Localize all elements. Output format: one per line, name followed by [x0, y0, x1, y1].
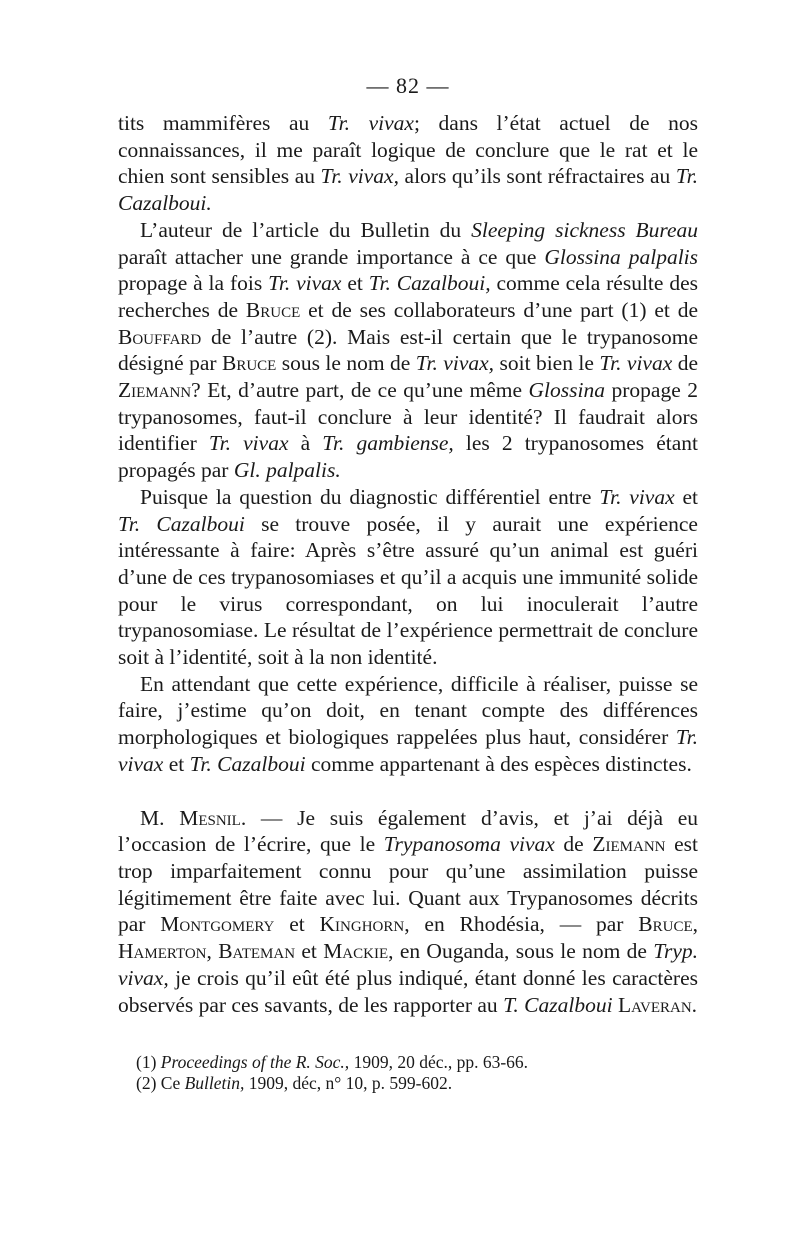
- text-run: comme appartenant à des espèces distinctes.: [305, 751, 692, 776]
- text-run: je crois qu’il eût été plus indiqué, étant donné les caractères observés par ces savants, de les rapporter au: [118, 965, 698, 1017]
- text-run: et: [163, 751, 190, 776]
- text-run: à: [288, 431, 323, 456]
- text-run: propage 2 trypanosomes, faut-il conclure à leur identité? Il faudrait alors identifier: [118, 378, 698, 456]
- text-run: de: [554, 832, 593, 857]
- author-name: Mackie,: [323, 939, 394, 964]
- footnote-number: (1): [136, 1052, 161, 1073]
- species-name: Glossina palpalis: [544, 244, 699, 269]
- text-run: sous le nom de: [276, 351, 416, 376]
- text-run: Puisque la question du diagnostic différentiel entre: [140, 484, 600, 509]
- species-name: Tr. vivax: [327, 111, 414, 135]
- text-run: est trop imparfaitement connu pour qu’une assimilation puisse légitimement être faite avec lui. Quant aux Trypanosomes décrits par: [118, 832, 699, 937]
- bureau-name: Sleeping sickness Bureau: [471, 217, 698, 242]
- text-run: et de ses collaborateurs d’une part (1) et de: [300, 297, 698, 322]
- species-name: Tr. vivax: [268, 271, 342, 296]
- text-run: en Rhodésia, — par: [409, 912, 639, 937]
- text-run: En attendant que cette expérience, difficile à réaliser, puisse se faire, j’estime qu’on doit, en tenant compte des différences morphologiques et biologiques rappelées plus haut, considérer: [118, 671, 698, 750]
- text-run: soit bien le: [494, 351, 600, 376]
- species-name: Tr. Cazalboui: [189, 751, 306, 776]
- author-name: Ziemann: [592, 832, 666, 857]
- text-run: tits mammifères au: [118, 111, 328, 135]
- species-name: Tr. Cazalboui.: [118, 164, 698, 216]
- journal-title: Proceedings of the R. Soc.,: [160, 1052, 350, 1073]
- text-run: propage à la fois: [118, 271, 269, 296]
- author-name: Bruce, Hamerton, Bateman: [118, 912, 699, 964]
- text-run: et: [274, 912, 320, 937]
- text-run: et: [295, 939, 324, 964]
- species-name: Tr. vivax: [599, 484, 675, 509]
- text-run: — Je suis également d’avis, et j’ai déjà eu l’occasion de l’écrire, que le: [118, 805, 698, 857]
- author-name: Bruce: [221, 351, 277, 376]
- journal-title: Bulletin,: [184, 1073, 245, 1094]
- text-run: en Ouganda, sous le nom de: [393, 939, 654, 964]
- paragraph-3: [118, 484, 698, 671]
- author-name: Bouffard: [118, 324, 202, 349]
- book-page: [118, 70, 698, 1094]
- footnote-1: [118, 1052, 698, 1073]
- text-run: paraît attacher une grande importance à ce que: [118, 244, 545, 269]
- footnotes: [118, 1052, 698, 1094]
- species-name: T. Cazalboui: [503, 992, 613, 1017]
- species-name: Tryp. vivax,: [118, 939, 699, 990]
- footnote-number: (2): [136, 1073, 161, 1094]
- author-name: Montgomery: [160, 912, 275, 937]
- text-run: les 2 trypanosomes étant propagés par: [118, 431, 698, 483]
- text-run: comme cela résulte des recherches de: [118, 271, 698, 322]
- species-name: Tr. vivax,: [415, 351, 495, 376]
- paragraph-1: [118, 110, 698, 217]
- paragraph-5: [118, 805, 698, 1019]
- author-name: Kinghorn,: [319, 912, 410, 937]
- species-name: Tr. Cazalboui,: [368, 271, 491, 296]
- text-run: se trouve posée, il y aurait une expérience intéressante à faire: Après s’être assuré qu’un animal est guéri d’une de ces trypanosomiases et qu’il a acquis une immunité solide pour le virus correspondant, on lui inoculerait l’autre trypanosomiase. Le résultat de l’expérience permettrait de conclure soit à l’identité, soit à la non identité.: [118, 511, 698, 670]
- species-name: Tr. vivax: [599, 351, 673, 376]
- text-run: et: [341, 271, 369, 296]
- speaker-name: M. Mesnil.: [140, 805, 247, 830]
- species-name: Tr. vivax,: [320, 164, 399, 189]
- paragraph-2: [118, 217, 698, 484]
- author-name: Bruce: [245, 297, 301, 322]
- species-name: Tr. vivax: [118, 725, 698, 776]
- page-number: — 82 —: [366, 73, 450, 98]
- species-name: Trypanosoma vivax: [383, 832, 555, 857]
- text-run: ? Et, d’autre part, de ce qu’une même: [191, 378, 529, 403]
- text-run: alors qu’ils sont réfractaires au: [398, 164, 676, 189]
- text-run: de l’autre (2). Mais est-il certain que le trypanosome désigné par: [118, 324, 698, 376]
- species-name: Tr. vivax: [208, 431, 289, 456]
- author-name: Laveran.: [617, 992, 698, 1017]
- footnote-2: [118, 1073, 698, 1094]
- text-run: 1909, déc, n° 10, p. 599-602.: [244, 1073, 453, 1094]
- species-name: Tr. Cazalboui: [118, 511, 245, 536]
- text-run: Ce: [160, 1073, 185, 1094]
- paragraph-4: [118, 671, 698, 778]
- text-run: ; dans l’état actuel de nos connaissances, il me paraît logique de conclure que le rat et le chien sont sensibles au: [118, 111, 698, 189]
- species-name: Tr. gambiense,: [322, 431, 454, 456]
- text-run: et: [674, 484, 698, 509]
- species-name: Gl. palpalis.: [233, 458, 341, 483]
- text-run: 1909, 20 déc., pp. 63-66.: [349, 1052, 529, 1073]
- text-run: L’auteur de l’article du Bulletin du: [140, 217, 472, 242]
- text-run: de: [672, 351, 699, 376]
- species-name: Glossina: [528, 378, 605, 403]
- author-name: Ziemann: [118, 378, 192, 403]
